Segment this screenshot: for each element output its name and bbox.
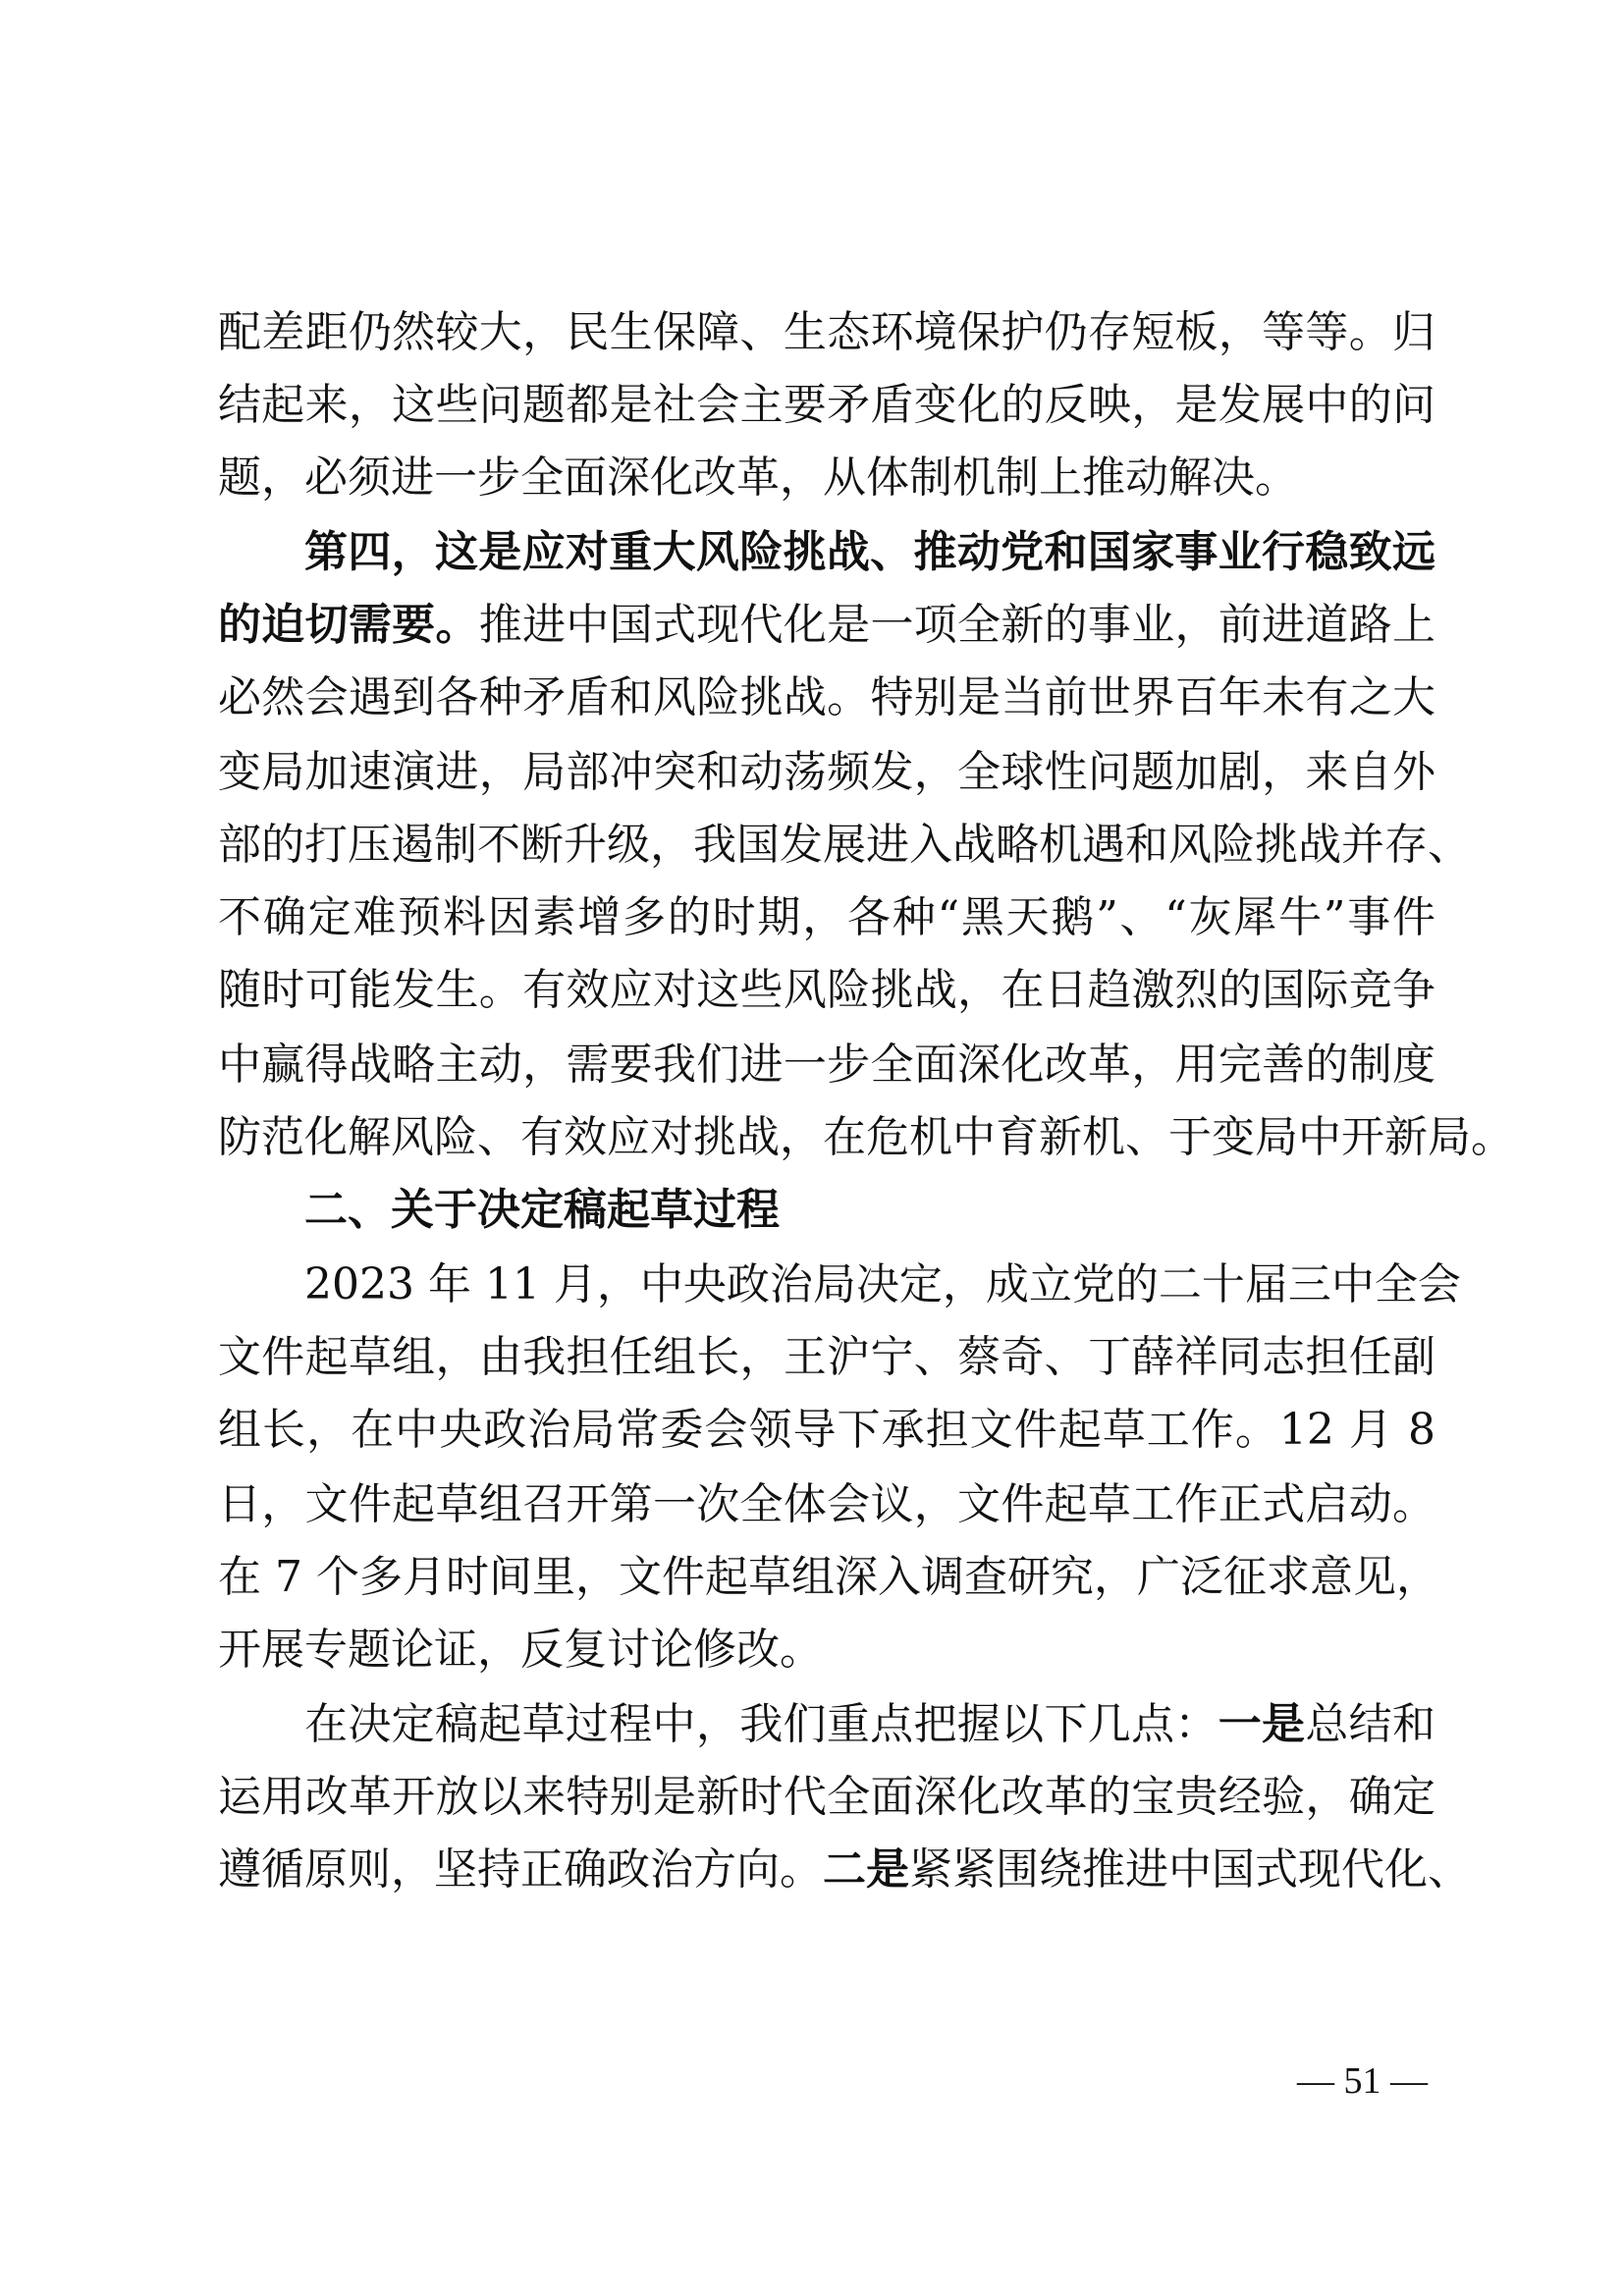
- text-line: [218, 1321, 1435, 1394]
- text-span: 结起来，这些问题都是社会主要矛盾变化的反映，是发展中的问: [218, 380, 1435, 430]
- text-span: 中赢得战略主动，需要我们进一步全面深化改革，用完善的制度: [218, 1040, 1435, 1090]
- text-line: [218, 1029, 1435, 1101]
- text-span: 遵循原则，坚持正确政治方向。: [218, 1844, 823, 1895]
- text-span: 不确定难预料因素增多的时期，各种“黑天鹅”、“灰犀牛”事件: [218, 892, 1435, 942]
- text-line: [218, 296, 1435, 369]
- text-span: 必然会遇到各种矛盾和风险挑战。特别是当前世界百年未有之大: [218, 672, 1435, 722]
- text-span: 开展专题论证，反复讨论修改。: [218, 1625, 823, 1675]
- text-line: [218, 1761, 1435, 1834]
- text-span: 2023 年 11 月，中央政治局决定，成立党的二十届三中全会: [304, 1259, 1461, 1309]
- bold-span: 一是: [1218, 1699, 1306, 1749]
- text-span: 在 7 个多月时间里，文件起草组深入调查研究，广泛征求意见，: [218, 1552, 1439, 1602]
- bold-point-heading: [304, 516, 1435, 589]
- text-line: [304, 1688, 1435, 1761]
- text-span: 随时可能发生。有效应对这些风险挑战，在日趋激烈的国际竞争: [218, 965, 1435, 1015]
- text-span: 防范化解风险、有效应对挑战，在危机中育新机、于变局中开新局。: [218, 1112, 1514, 1162]
- text-line: [218, 1541, 1439, 1614]
- text-span: 在决定稿起草过程中，我们重点把握以下几点：: [304, 1699, 1218, 1749]
- text-span: 配差距仍然较大，民生保障、生态环境保护仍存短板，等等。归: [218, 307, 1435, 357]
- text-line: [218, 736, 1435, 809]
- text-line: [218, 1614, 1435, 1686]
- text-span: 文件起草组，由我担任组长，王沪宁、蔡奇、丁薛祥同志担任副: [218, 1332, 1435, 1382]
- text-span: 部的打压遏制不断升级，我国发展进入战略机遇和风险挑战并存、: [218, 820, 1471, 870]
- text-span: 组长，在中央政治局常委会领导下承担文件起草工作。12 月 8: [218, 1405, 1435, 1455]
- text-span: 日，文件起草组召开第一次全体会议，文件起草工作正式启动。: [218, 1479, 1435, 1529]
- section-heading: [304, 1174, 1435, 1247]
- text-line: [218, 1101, 1514, 1174]
- text-line: [218, 589, 1435, 662]
- text-span: 题，必须进一步全面深化改革，从体制机制上推动解决。: [218, 453, 1298, 503]
- bold-span: 的迫切需要。: [218, 600, 479, 650]
- bold-span: 二是: [823, 1844, 909, 1895]
- text-line: [304, 1249, 1461, 1321]
- text-line: [218, 1834, 1471, 1906]
- text-line: [218, 442, 1435, 514]
- text-span: 变局加速演进，局部冲突和动荡频发，全球性问题加剧，来自外: [218, 747, 1435, 797]
- text-line: [218, 1394, 1435, 1467]
- text-line: [218, 809, 1471, 881]
- text-span: 总结和: [1305, 1699, 1435, 1749]
- text-line: [218, 881, 1435, 954]
- text-span: 二、关于决定稿起草过程: [304, 1185, 780, 1235]
- page-number: — 51 —: [1297, 2060, 1428, 2102]
- text-line: [218, 369, 1435, 442]
- text-span: 推进中国式现代化是一项全新的事业，前进道路上: [478, 600, 1436, 650]
- text-span: 运用改革开放以来特别是新时代全面深化改革的宝贵经验，确定: [218, 1772, 1435, 1822]
- text-line: [218, 1468, 1435, 1541]
- text-span: 第四，这是应对重大风险挑战、推动党和国家事业行稳致远: [304, 527, 1435, 577]
- text-line: [218, 954, 1435, 1027]
- text-line: [218, 662, 1435, 734]
- text-span: 紧紧围绕推进中国式现代化、: [909, 1844, 1471, 1895]
